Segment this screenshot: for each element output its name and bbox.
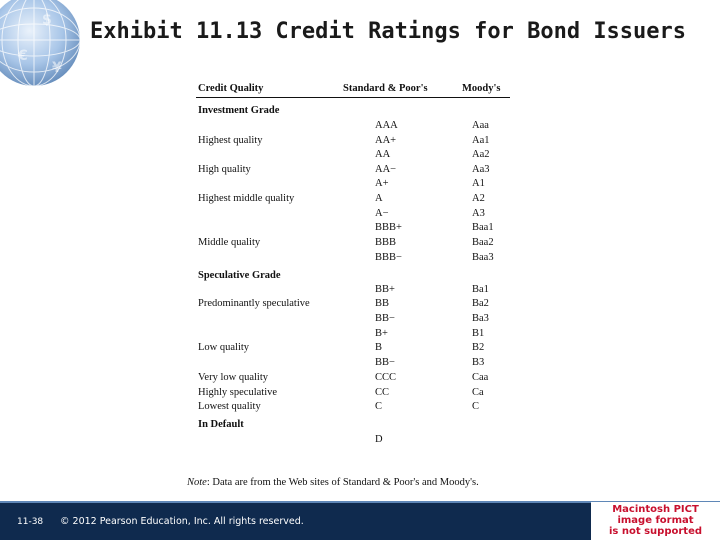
cell-quality: Predominantly speculative xyxy=(198,298,310,309)
note-text: : Data are from the Web sites of Standard & Poor's and Moody's. xyxy=(206,477,479,488)
cell-sp: C xyxy=(375,401,383,412)
svg-text:€: € xyxy=(18,48,28,64)
cell-moodys: Aa3 xyxy=(472,164,490,175)
note-label: Note xyxy=(187,477,207,488)
cell-moodys: Ba1 xyxy=(472,284,489,295)
cell-sp: D xyxy=(375,434,383,445)
cell-sp: BBB− xyxy=(375,252,402,263)
cell-sp: BB− xyxy=(375,313,395,324)
cell-moodys: Baa2 xyxy=(472,237,494,248)
cell-quality: Lowest quality xyxy=(198,401,261,412)
section-investment-grade: Investment Grade xyxy=(198,105,280,116)
cell-quality: High quality xyxy=(198,164,251,175)
cell-sp: BBB xyxy=(375,237,397,248)
placeholder-line-1: Macintosh PICT xyxy=(612,504,699,515)
cell-quality: Highly speculative xyxy=(198,387,278,398)
header-moodys: Moody's xyxy=(462,83,501,94)
cell-moodys: A1 xyxy=(472,178,485,189)
cell-sp: B xyxy=(375,342,383,353)
cell-quality: Highest quality xyxy=(198,135,263,146)
slide-number: 11-38 xyxy=(17,517,44,527)
cell-sp: BBB+ xyxy=(375,222,402,233)
cell-quality: Low quality xyxy=(198,342,250,353)
cell-quality: Very low quality xyxy=(198,372,268,383)
cell-sp: AA− xyxy=(375,164,397,175)
cell-sp: A xyxy=(375,193,383,204)
cell-moodys: Aa1 xyxy=(472,135,490,146)
cell-moodys: B1 xyxy=(472,328,485,339)
table-note xyxy=(187,477,479,488)
section-speculative-grade: Speculative Grade xyxy=(198,270,281,281)
table-body xyxy=(196,98,510,458)
cell-moodys: Ba2 xyxy=(472,298,489,309)
cell-moodys: Aaa xyxy=(472,120,489,131)
cell-sp: CC xyxy=(375,387,390,398)
cell-moodys: Baa3 xyxy=(472,252,494,263)
cell-sp: BB− xyxy=(375,357,395,368)
placeholder-line-2: image format xyxy=(617,515,694,526)
unsupported-image-placeholder xyxy=(591,502,720,540)
cell-quality: Middle quality xyxy=(198,237,261,248)
cell-sp: AA xyxy=(375,149,391,160)
cell-sp: CCC xyxy=(375,372,397,383)
cell-moodys: Ba3 xyxy=(472,313,489,324)
cell-moodys: A3 xyxy=(472,208,485,219)
ratings-table xyxy=(196,83,510,458)
slide-title: Exhibit 11.13 Credit Ratings for Bond Issuers xyxy=(90,19,687,44)
copyright-text: © 2012 Pearson Education, Inc. All rights reserved. xyxy=(60,516,304,527)
cell-sp: BB+ xyxy=(375,284,395,295)
placeholder-line-3: is not supported xyxy=(608,526,703,537)
cell-sp: A− xyxy=(375,208,389,219)
cell-moodys: A2 xyxy=(472,193,485,204)
cell-moodys: C xyxy=(472,401,480,412)
cell-sp: BB xyxy=(375,298,390,309)
svg-text:¥: ¥ xyxy=(52,60,62,76)
cell-sp: AAA xyxy=(375,120,398,131)
cell-moodys: Baa1 xyxy=(472,222,494,233)
cell-moodys: Caa xyxy=(472,372,489,383)
cell-sp: A+ xyxy=(375,178,389,189)
header-credit-quality: Credit Quality xyxy=(198,83,264,94)
header-standard-poors: Standard & Poor's xyxy=(343,83,428,94)
cell-quality: Highest middle quality xyxy=(198,193,295,204)
table-header xyxy=(196,83,510,98)
cell-moodys: B2 xyxy=(472,342,485,353)
cell-moodys: B3 xyxy=(472,357,485,368)
cell-moodys: Aa2 xyxy=(472,149,490,160)
cell-sp: B+ xyxy=(375,328,388,339)
cell-moodys: Ca xyxy=(472,387,484,398)
section-in-default: In Default xyxy=(198,419,244,430)
svg-text:$: $ xyxy=(42,12,52,28)
globe-icon xyxy=(0,0,82,88)
cell-sp: AA+ xyxy=(375,135,397,146)
